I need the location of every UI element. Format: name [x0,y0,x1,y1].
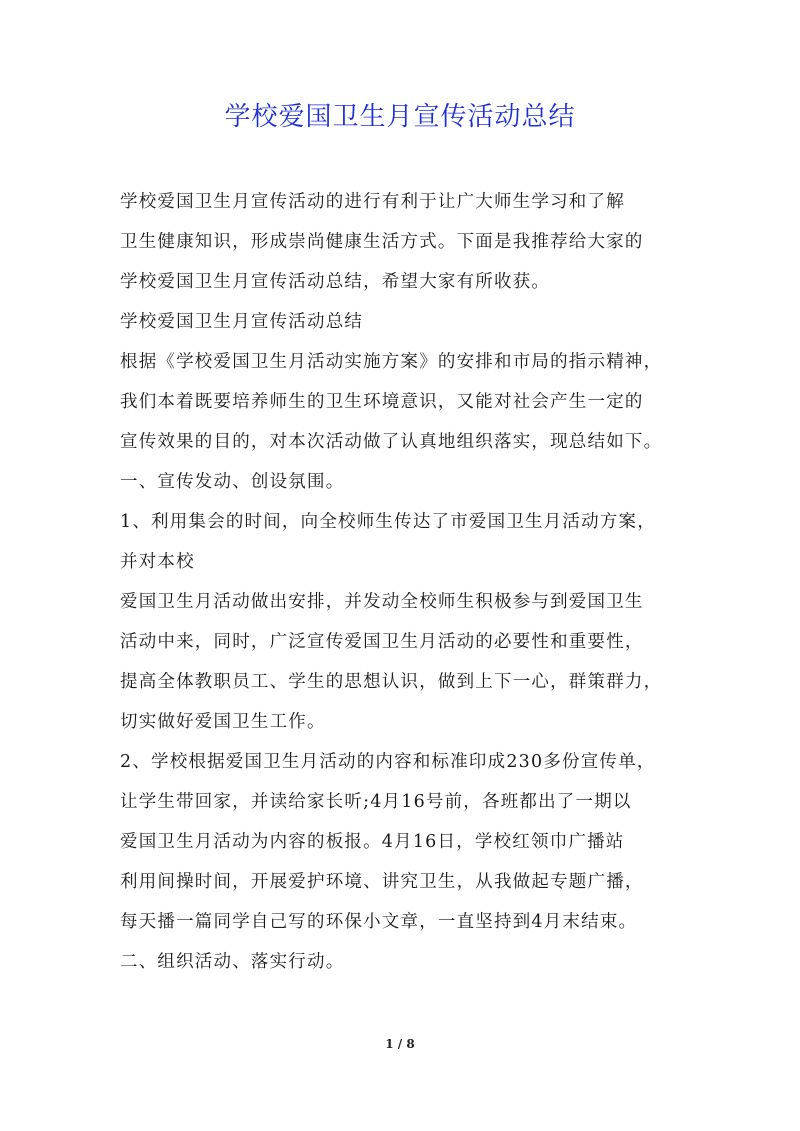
body-line: 学校爱国卫生月宣传活动总结，希望大家有所收获。 [120,272,551,292]
page-number: 1 / 8 [385,1037,415,1051]
body-line: 爱国卫生月活动为内容的板报。4月16日，学校红领巾广播站 [120,832,625,852]
document-title: 学校爱国卫生月宣传活动总结 [224,102,576,132]
body-line: 2、学校根据爱国卫生月活动的内容和标准印成230多份宣传单， [120,752,656,772]
body-line: 活动中来，同时，广泛宣传爱国卫生月活动的必要性和重要性， [120,632,644,652]
body-line: 我们本着既要培养师生的卫生环境意识，又能对社会产生一定的 [120,392,644,412]
body-line: 学校爱国卫生月宣传活动的进行有利于让广大师生学习和了解 [120,192,625,212]
body-line: 爱国卫生月活动做出安排，并发动全校师生积极参与到爱国卫生 [120,592,644,612]
body-line: 根据《学校爱国卫生月活动实施方案》的安排和市局的指示精神， [120,352,663,372]
section-heading: 二、组织活动、落实行动。 [120,952,345,972]
body-line: 让学生带回家，并读给家长听;4月16号前，各班都出了一期以 [120,792,632,812]
body-line: 利用间操时间，开展爱护环境、讲究卫生，从我做起专题广播， [120,872,644,892]
body-line: 并对本校 [120,552,195,572]
body-line: 宣传效果的目的，对本次活动做了认真地组织落实，现总结如下。 [120,432,663,452]
document-body [120,182,695,982]
body-line: 切实做好爱国卫生工作。 [120,712,326,732]
body-line: 提高全体教职员工、学生的思想认识，做到上下一心，群策群力， [120,672,663,692]
section-subtitle: 学校爱国卫生月宣传活动总结 [120,312,364,332]
body-line: 卫生健康知识，形成崇尚健康生活方式。下面是我推荐给大家的 [120,232,644,252]
section-heading: 一、宣传发动、创设氛围。 [120,472,345,492]
body-line: 1、利用集会的时间，向全校师生传达了市爱国卫生月活动方案， [120,512,656,532]
body-line: 每天播一篇同学自己写的环保小文章，一直坚持到4月末结束。 [120,912,638,932]
